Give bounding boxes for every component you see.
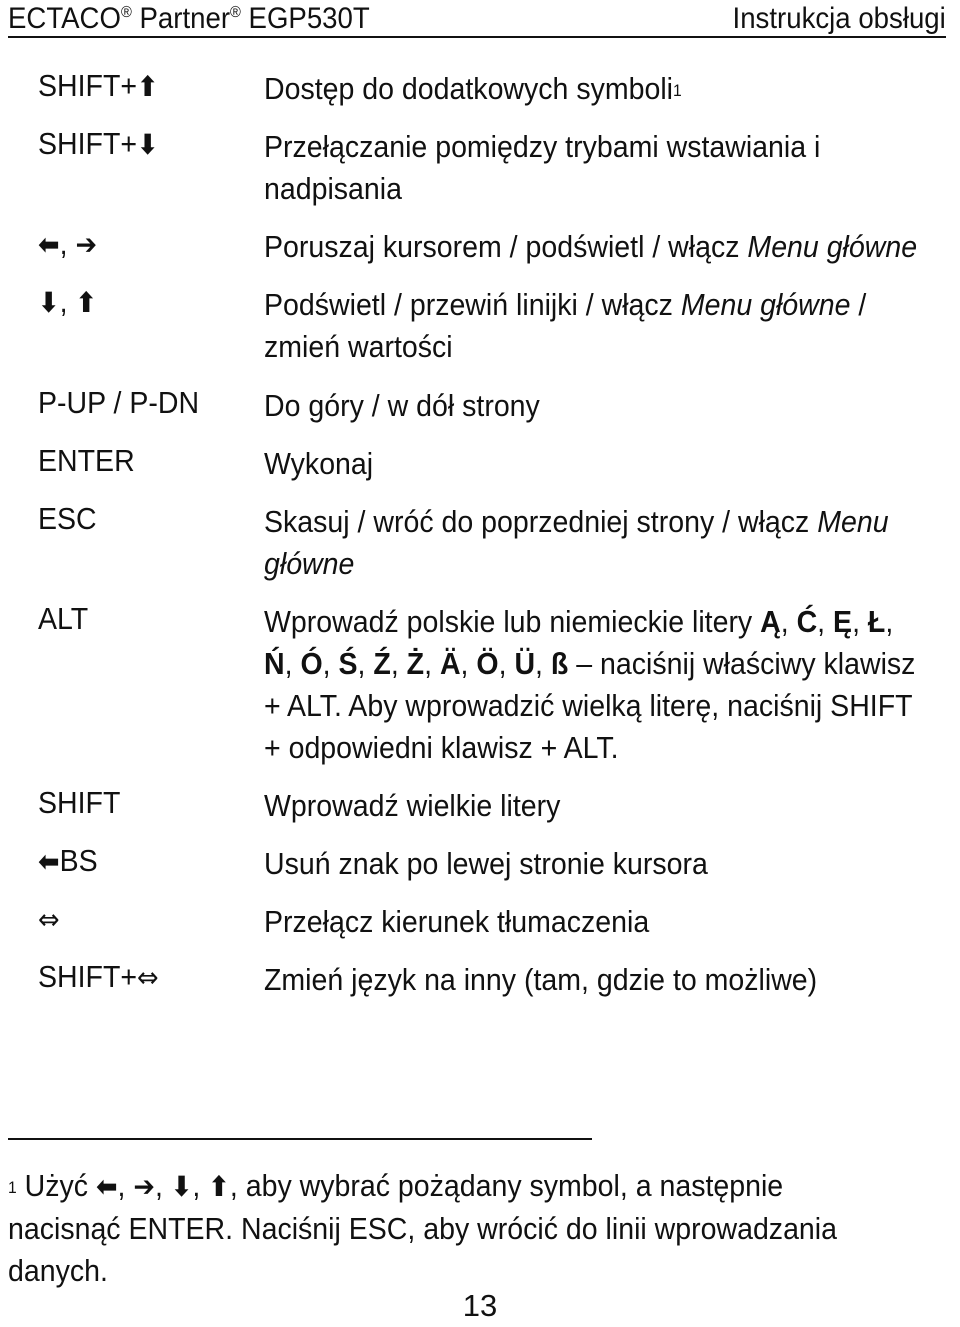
- key-description: Do góry / w dół strony: [264, 388, 540, 423]
- left-arrow-icon: ⬅: [38, 228, 60, 261]
- down-arrow-icon: ⬇: [38, 286, 60, 319]
- brand-name: ECTACO: [8, 2, 121, 35]
- up-arrow-icon: ⬆: [208, 1170, 230, 1203]
- key-description: Przełączanie pomiędzy trybami wstawiania i nadpisania: [264, 129, 821, 206]
- key-description: Przełącz kierunek tłumaczenia: [264, 904, 650, 939]
- footnote-ref: 1: [673, 81, 682, 100]
- page-number: 13: [462, 1288, 498, 1323]
- key-label: SHIFT+⬇: [38, 126, 159, 161]
- swap-arrow-icon: ⇔: [38, 903, 60, 936]
- left-arrow-icon: ⬅: [38, 845, 60, 878]
- key-label: SHIFT: [38, 785, 121, 820]
- product-line: Partner: [139, 2, 231, 35]
- key-description: Usuń znak po lewej stronie kursora: [264, 846, 708, 881]
- registered-mark: ®: [230, 4, 241, 21]
- footnote-divider: [8, 1138, 592, 1140]
- key-label: SHIFT+⬆: [38, 68, 159, 103]
- key-label: ⬅BS: [38, 843, 98, 878]
- key-description: Podświetl / przewiń linijki / włącz Menu główne / zmień wartości: [264, 287, 867, 364]
- right-arrow-icon: ➔: [133, 1170, 155, 1203]
- key-description: Wykonaj: [264, 446, 374, 481]
- key-label: ENTER: [38, 443, 135, 478]
- footnote: $^1$ Użyć ⬅, ➔, ⬇, ⬆, aby wybrać pożądany symbol, a następnie nacisnąć ENTER. Naciśnij ESC, aby wrócić do linii wprowadzania danych.: [8, 1168, 837, 1288]
- key-label: ⬅, ➔: [38, 226, 98, 261]
- key-description: Wprowadź wielkie litery: [264, 788, 561, 823]
- left-arrow-icon: ⬅: [95, 1170, 118, 1203]
- key-label: ALT: [38, 601, 89, 636]
- key-description: Dostęp do dodatkowych symboli$^1$: [264, 71, 682, 106]
- key-description: Skasuj / wróć do poprzedniej strony / włącz Menu główne: [264, 504, 889, 581]
- down-arrow-icon: ⬇: [137, 128, 159, 161]
- manual-title: Instrukcja obsługi: [732, 2, 946, 35]
- key-label: ESC: [38, 501, 97, 536]
- product-name: [8, 2, 370, 36]
- model-number: EGP530T: [248, 2, 370, 35]
- key-label: ⬇, ⬆: [38, 284, 98, 319]
- key-description: Zmień język na inny (tam, gdzie to możliwe): [264, 962, 818, 997]
- key-label: [38, 901, 60, 937]
- footnote-marker: 1: [8, 1178, 17, 1197]
- swap-arrow-icon: ⇔: [137, 961, 159, 994]
- key-description: Poruszaj kursorem / podświetl / włącz Menu główne: [264, 229, 918, 264]
- key-label: P-UP / P-DN: [38, 385, 200, 420]
- page-header: [8, 0, 946, 38]
- registered-mark: ®: [120, 4, 132, 21]
- up-arrow-icon: ⬆: [75, 286, 98, 319]
- key-label: SHIFT+⇔: [38, 959, 159, 994]
- right-arrow-icon: ➔: [75, 228, 98, 261]
- down-arrow-icon: ⬇: [170, 1170, 193, 1203]
- up-arrow-icon: ⬆: [137, 70, 159, 103]
- key-description: Wprowadź polskie lub niemieckie litery Ą, Ć, Ę, Ł, Ń, Ó, Ś, Ź, Ż, Ä, Ö, Ü, ß – naciśnij właściwy klawisz + ALT. Aby wprowadzić wielką literę, naciśnij SHIFT + odpowiedni klawisz + ALT.: [264, 604, 916, 765]
